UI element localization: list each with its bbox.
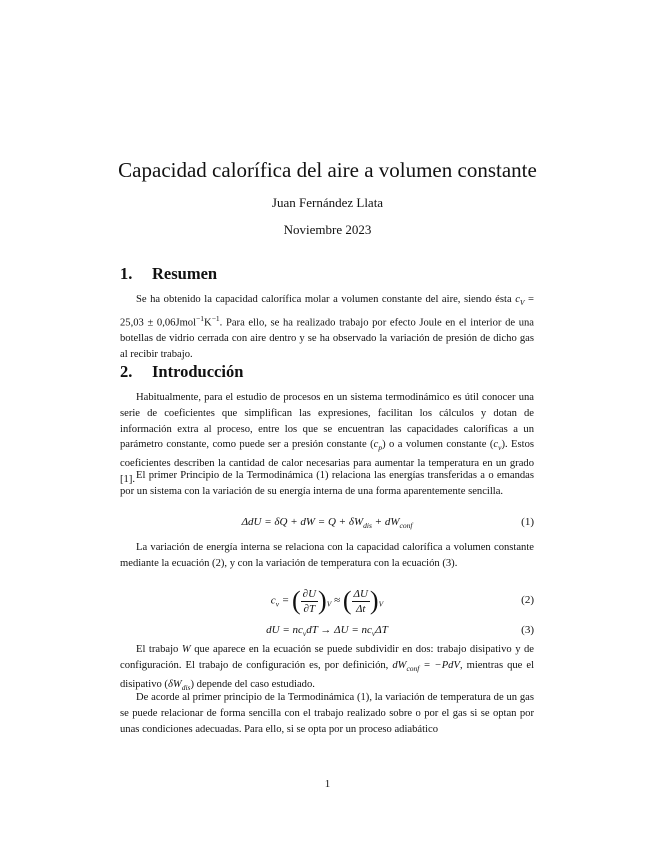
math-symbol: δW	[167, 678, 182, 690]
math-symbol: dW	[392, 659, 407, 671]
math-symbol: W	[181, 644, 191, 655]
math-subscript: dis	[363, 521, 372, 531]
text-run: El trabajo	[136, 644, 182, 655]
section-title: Resumen	[152, 264, 218, 283]
text-run: ) o a volumen constante (	[382, 439, 494, 451]
math-subscript: V	[519, 298, 525, 308]
intro-paragraph-3: La variación de energía interna se relaciona con la capacidad calorífica a volumen constante mediante la ecuación (2), y con la variación de temperatura con la ecuación (3).	[120, 542, 534, 569]
math-subscript: v	[498, 443, 502, 453]
math-text: dT → ΔU = nc	[306, 624, 372, 636]
fraction-numerator: ΔU	[353, 587, 368, 600]
equation-1	[120, 516, 534, 534]
section-number: 2.	[120, 362, 133, 381]
text-run: = 25,03 ± 0,06Jmol	[120, 294, 535, 329]
text-run: ) depende del caso estudiado.	[190, 678, 315, 690]
math-text: ≈	[331, 594, 343, 607]
math-subscript: v	[302, 629, 307, 639]
math-text: ΔdU = δQ + dW = Q + δW	[241, 516, 364, 528]
text-run: . Para ello, se ha realizado trabajo por efecto Joule en el interior de una botellas de vidrio cerrada con aire dentro y se ha observado la variación de presión de dicho gas al recibir trabajo.	[120, 317, 534, 361]
paper-title: Capacidad calorífica del aire a volumen constante	[118, 158, 537, 182]
right-paren: )	[369, 586, 379, 615]
math-subscript: dis	[181, 682, 191, 692]
math-symbol: c	[373, 439, 379, 451]
text-run: Habitualmente, para el estudio de procesos en un sistema termodinámico es útil conocer una serie de coeficientes que simplifican las expresiones, facilitan los cálculos y dotan de información extra al proceso, entre los que se encuentran las capacidades caloríficas a un parámetro constante, como puede ser a presión constante (	[120, 392, 534, 451]
right-paren: )	[318, 586, 327, 615]
math-symbol: c	[515, 294, 520, 305]
math-subscript: v	[371, 629, 376, 639]
math-subscript: V	[378, 599, 384, 609]
equation-2	[120, 586, 534, 620]
section-number: 1.	[120, 264, 133, 283]
equation-number: (1)	[521, 516, 534, 528]
math-subscript: conf	[399, 521, 413, 531]
math-symbol: c	[493, 439, 499, 451]
math-symbol: = −PdV	[419, 659, 460, 671]
text-run: ). Estos coeficientes describen la cantidad de calor necesarias para aumentar la temperatura en un grado [1].	[120, 439, 534, 486]
math-text: c	[270, 594, 276, 607]
section-title: Introducción	[152, 362, 244, 381]
math-text: ΔT	[375, 624, 388, 636]
intro-paragraph-2: El primer Principio de la Termodinámica (1) relaciona las energías transferidas a o emandas por un sistema con la variación de su energía interna de una forma aparentemente sencilla.	[120, 470, 534, 497]
text-run: Se ha obtenido la capacidad calorífica molar a volumen constante del aire, siendo ésta	[136, 294, 512, 305]
fraction-numerator: ∂U	[302, 587, 317, 600]
fraction-denominator: Δt	[355, 602, 366, 615]
page-number: 1	[324, 778, 331, 790]
math-subscript: v	[275, 599, 280, 609]
math-superscript: −1	[196, 313, 205, 323]
fraction	[352, 587, 370, 616]
math-text: + dW	[371, 516, 400, 528]
left-paren: (	[291, 586, 301, 615]
math-subscript: conf	[406, 663, 420, 673]
paper-author: Juan Fernández Llata	[271, 195, 384, 210]
equation-number: (2)	[521, 594, 534, 606]
section-heading-introduccion	[120, 362, 243, 382]
math-text: =	[279, 594, 292, 607]
equation-3	[120, 624, 534, 642]
resumen-paragraph	[120, 292, 534, 363]
text-run: que aparece en la ecuación se puede subdividir en dos: trabajo disipativo y de configuración. El trabajo de configuración es, por definición,	[120, 644, 535, 671]
text-run: , mientras que el disipativo (	[120, 659, 535, 690]
math-subscript: V	[326, 599, 332, 609]
fraction-denominator: ∂T	[303, 602, 316, 615]
math-subscript: p	[378, 443, 383, 453]
math-text: dU = nc	[266, 624, 303, 636]
text-run: K	[204, 317, 212, 329]
math-superscript: −1	[211, 313, 220, 323]
equation-number: (3)	[521, 624, 534, 636]
left-paren: (	[342, 586, 352, 615]
paper-date: Noviembre 2023	[283, 222, 372, 237]
intro-paragraph-5: De acorde al primer principio de la Termodinámica (1), la variación de temperatura de un gas se puede relacionar de forma sencilla con el trabajo realizado sobre o por el gas si se optan por unas condiciones adecuadas. Para ello, si se opta por un proceso adiabático	[120, 692, 534, 735]
section-heading-resumen	[120, 264, 217, 284]
fraction	[301, 587, 318, 616]
intro-paragraph-4	[120, 642, 534, 696]
